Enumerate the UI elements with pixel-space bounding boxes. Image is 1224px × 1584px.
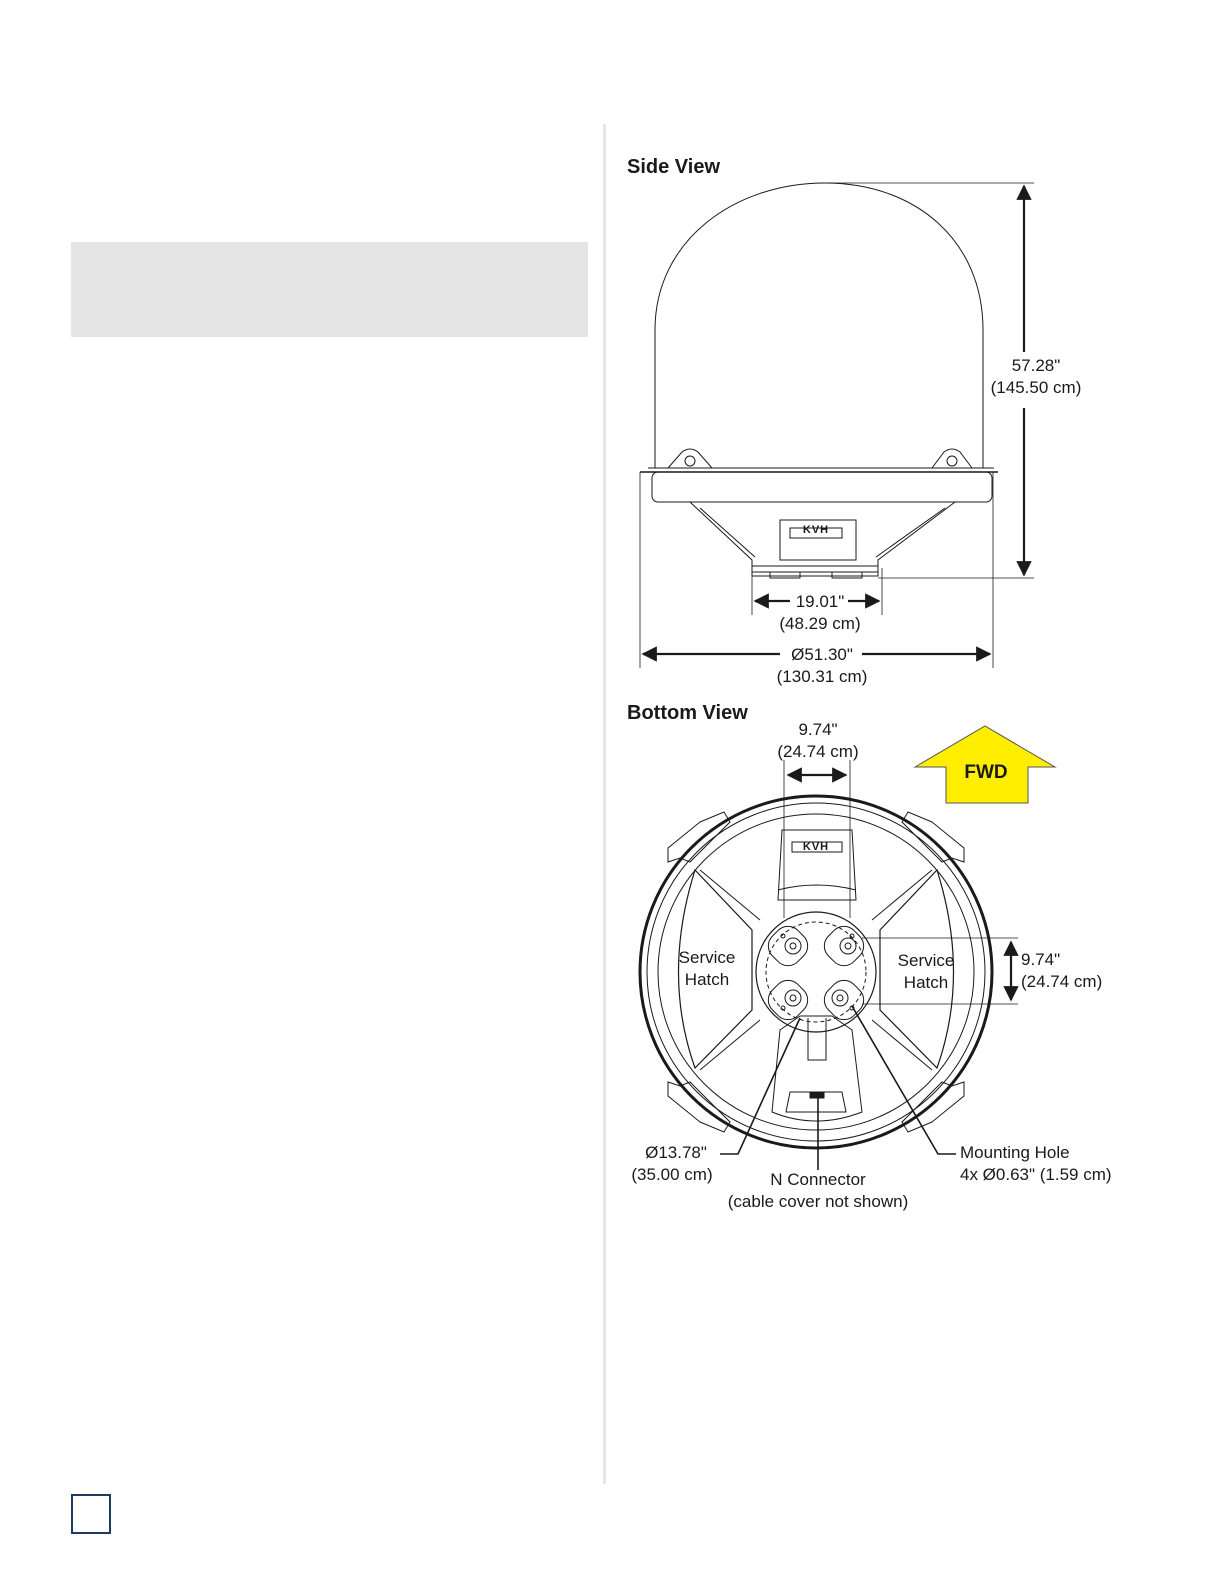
mounting-hole-br [819, 975, 870, 1026]
connector-label: N Connector [770, 1170, 866, 1189]
bottom-view-title: Bottom View [627, 702, 748, 724]
circle-dia-cm-label: (35.00 cm) [631, 1165, 713, 1184]
circle-dia-in-label: Ø13.78" [645, 1143, 707, 1162]
leader-circle [720, 1018, 800, 1154]
lift-eye-left [668, 449, 712, 468]
fwd-label: FWD [964, 762, 1008, 783]
base-in-label: 19.01" [795, 592, 845, 611]
base-flange [652, 472, 992, 502]
diameter-in-label: Ø51.30" [791, 645, 853, 664]
side-dim-in-label: 9.74" [1021, 950, 1061, 969]
side-dim-cm-label: (24.74 cm) [1021, 972, 1103, 991]
base-cm-label: (48.29 cm) [779, 614, 861, 633]
mounting-hole-tr [819, 921, 870, 972]
center-hub [756, 912, 876, 1032]
service-hatch-left-line2: Hatch [684, 970, 730, 989]
height-cm-label: (145.50 cm) [990, 378, 1082, 397]
side-view-title: Side View [627, 156, 721, 178]
diameter-cm-label: (130.31 cm) [776, 667, 868, 686]
service-hatch-right-line2: Hatch [903, 973, 949, 992]
mounting-hole-bl [763, 975, 814, 1026]
kvh-logo-bottom: KVH [802, 841, 830, 853]
connector-note: (cable cover not shown) [727, 1192, 909, 1211]
mounting-label: Mounting Hole [960, 1143, 1070, 1162]
service-hatch-left-line1: Service [678, 948, 736, 967]
height-in-label: 57.28" [1011, 356, 1061, 375]
service-hatch-right-line1: Service [897, 951, 955, 970]
mounting-spec: 4x Ø0.63" (1.59 cm) [960, 1165, 1112, 1184]
top-dim-in-label: 9.74" [798, 720, 838, 739]
top-dim-cm-label: (24.74 cm) [777, 742, 859, 761]
side-view-dimension-lines [643, 186, 1024, 654]
kvh-logo-side: KVH [802, 524, 830, 536]
base-cone [690, 502, 955, 572]
mounting-hole-tl [763, 921, 814, 972]
leader-mounting [852, 1006, 956, 1154]
radome-dome [655, 183, 983, 468]
lift-eye-right [932, 449, 972, 468]
